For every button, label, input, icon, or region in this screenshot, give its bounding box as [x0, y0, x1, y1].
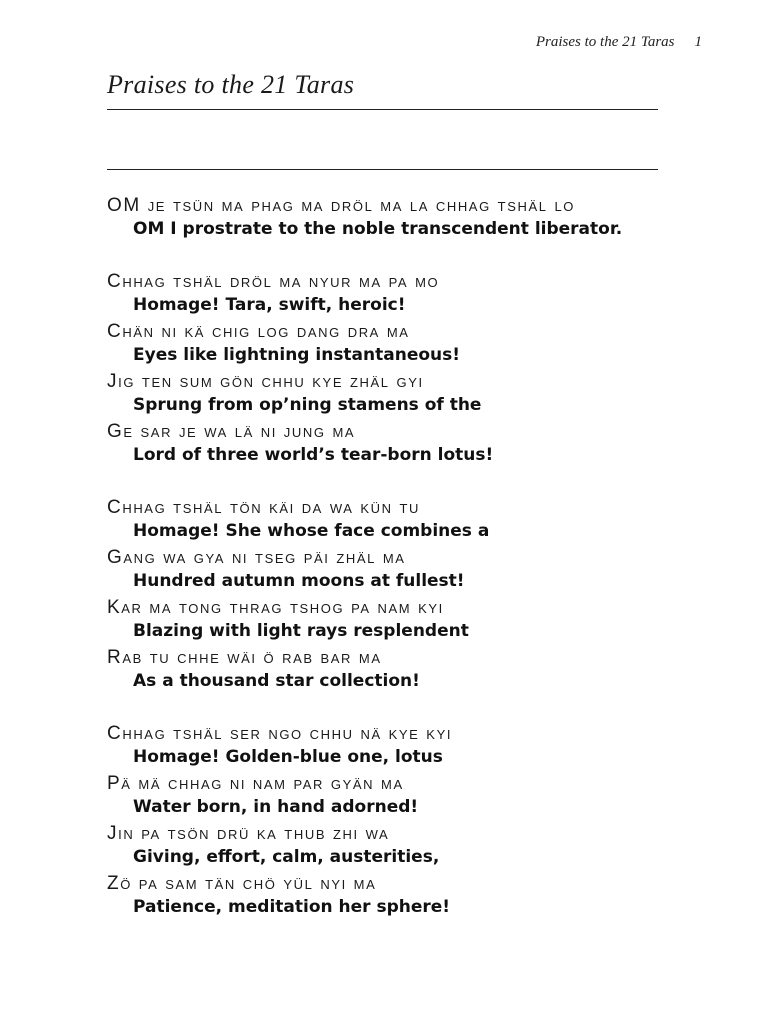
- english-line: Patience, meditation her sphere!: [133, 897, 451, 917]
- stanza-1: [107, 192, 667, 242]
- english-line: Eyes like lightning instantaneous!: [133, 345, 461, 365]
- english-line: Blazing with light rays resplendent: [133, 621, 469, 641]
- verse-line: [107, 418, 667, 468]
- stanza-4: [107, 720, 667, 920]
- tibetan-line: Jig ten sum gön chhu kye zhäl gyi: [107, 371, 424, 392]
- tibetan-line: Chhag tshäl ser ngo chhu nä kye kyi: [107, 723, 453, 744]
- title-rule-bottom: [107, 169, 658, 170]
- tibetan-line: Gang wa gya ni tseg päi zhäl ma: [107, 547, 406, 568]
- tibetan-line: Ge sar je wa lä ni jung ma: [107, 421, 356, 442]
- verse-line: [107, 870, 667, 920]
- tibetan-line: Zö pa sam tän chö yül nyi ma: [107, 873, 377, 894]
- tibetan-line: Pä mä chhag ni nam par gyän ma: [107, 773, 404, 794]
- verse-line: [107, 820, 667, 870]
- verse-line: [107, 544, 667, 594]
- verse-line: [107, 318, 667, 368]
- verse-line: [107, 594, 667, 644]
- running-head: [536, 34, 702, 51]
- stanza-3: [107, 494, 667, 694]
- tibetan-line: Rab tu chhe wäi ö rab bar ma: [107, 647, 382, 668]
- english-line: As a thousand star collection!: [133, 671, 420, 691]
- tibetan-line: Kar ma tong thrag tshog pa nam kyi: [107, 597, 444, 618]
- verse-line: [107, 770, 667, 820]
- tibetan-line: Chhag tshäl dröl ma nyur ma pa mo: [107, 271, 440, 292]
- english-line: Sprung from op’ning stamens of the: [133, 395, 482, 415]
- running-title: Praises to the 21 Taras: [535, 34, 675, 50]
- tibetan-line: Chän ni kä chig log dang dra ma: [107, 321, 410, 342]
- english-line: OM I prostrate to the noble transcendent liberator.: [133, 219, 623, 239]
- page-title: Praises to the 21 Taras: [107, 70, 355, 99]
- tibetan-line: Jin pa tsön drü ka thub zhi wa: [107, 823, 390, 844]
- page-number: 1: [694, 34, 702, 50]
- verse-line: [107, 192, 667, 242]
- verse-line: [107, 368, 667, 418]
- english-line: Giving, effort, calm, austerities,: [133, 847, 440, 867]
- tibetan-line: OM je tsün ma phag ma dröl ma la chhag tshäl lo: [107, 195, 575, 216]
- verse-line: [107, 494, 667, 544]
- verse-line: [107, 268, 667, 318]
- title-rule-top: [107, 109, 658, 110]
- english-line: Homage! She whose face combines a: [133, 521, 490, 541]
- verse-line: [107, 644, 667, 694]
- english-line: Lord of three world’s tear-born lotus!: [133, 445, 494, 465]
- english-line: Water born, in hand adorned!: [133, 797, 419, 817]
- tibetan-line: Chhag tshäl tön käi da wa kün tu: [107, 497, 421, 518]
- english-line: Hundred autumn moons at fullest!: [133, 571, 465, 591]
- stanza-2: [107, 268, 667, 468]
- english-line: Homage! Golden-blue one, lotus: [133, 747, 443, 767]
- verse-body: [107, 192, 667, 946]
- english-line: Homage! Tara, swift, heroic!: [133, 295, 406, 315]
- verse-line: [107, 720, 667, 770]
